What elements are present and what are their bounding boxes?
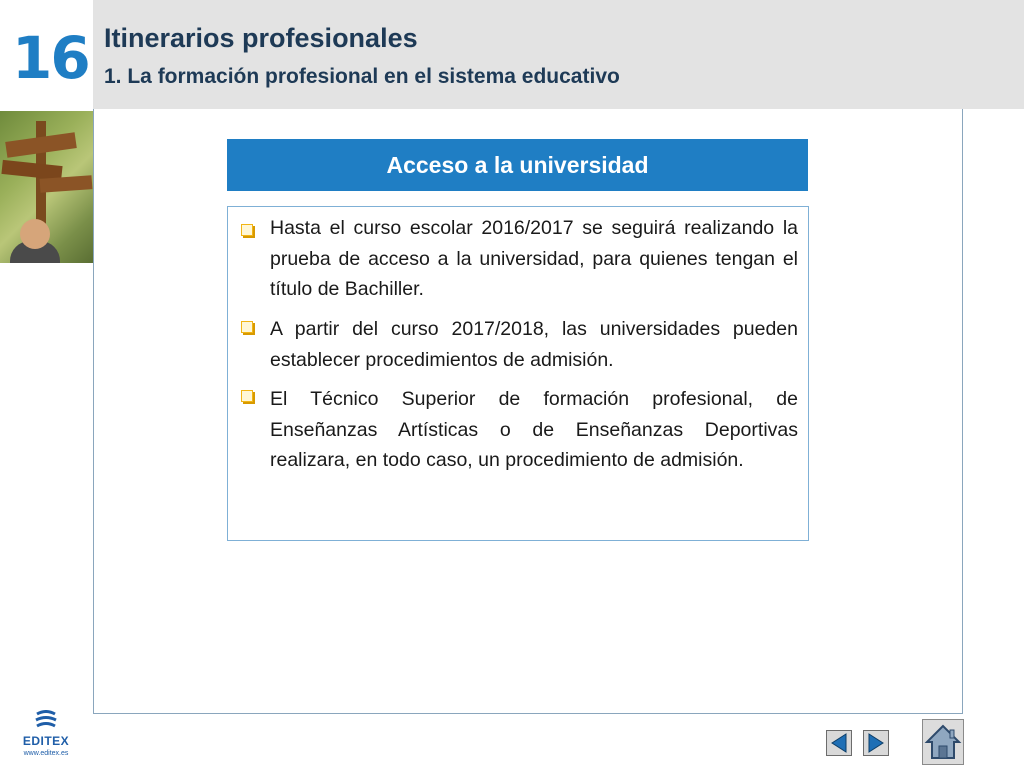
section-title: Acceso a la universidad	[227, 139, 808, 191]
triangle-left-icon	[827, 731, 851, 755]
page-title: Itinerarios profesionales	[104, 23, 418, 53]
checkbox-bullet-icon	[241, 224, 253, 236]
triangle-right-icon	[864, 731, 888, 755]
list-item: A partir del curso 2017/2018, las universidades pueden establecer procedimientos de admisión.	[270, 318, 798, 371]
editex-mark-icon	[33, 710, 59, 732]
list-item: Hasta el curso escolar 2016/2017 se seguirá realizando la prueba de acceso a la universidad, para quienes tengan el título de Bachiller.	[270, 217, 798, 300]
house-icon	[924, 722, 962, 762]
logo-name: EDITEX	[22, 734, 70, 748]
checkbox-bullet-icon	[241, 321, 253, 333]
signpost-illustration	[0, 111, 93, 263]
logo-url: www.editex.es	[23, 750, 69, 757]
chapter-number: 16	[12, 24, 89, 92]
previous-button[interactable]	[826, 730, 852, 756]
editex-logo	[16, 710, 76, 760]
list-item: El Técnico Superior de formación profesional, de Enseñanzas Artísticas o de Enseñanzas Deportivas realizara, en todo caso, un procedimiento de admisión.	[270, 388, 798, 471]
page-subtitle: 1. La formación profesional en el sistema educativo	[104, 65, 620, 88]
home-button[interactable]	[922, 719, 964, 765]
bullet-list	[227, 206, 809, 541]
next-button[interactable]	[863, 730, 889, 756]
checkbox-bullet-icon	[241, 390, 253, 402]
